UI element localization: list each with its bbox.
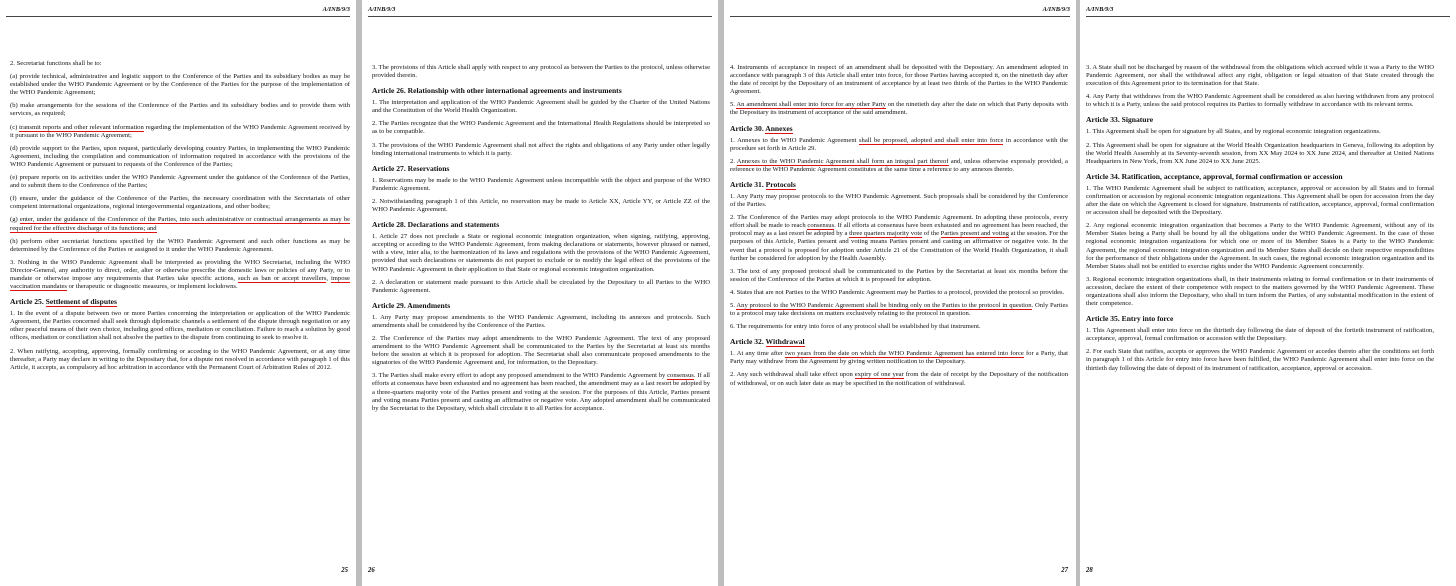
paragraph (10, 216, 350, 232)
underlined-text: consensus (807, 222, 835, 230)
text-segment: Article 26. Relationship with other international agreements and instruments (372, 86, 622, 96)
text-segment: 1. This Agreement shall be open for signature by all States, and by regional economic integration organizations. (1086, 128, 1381, 136)
text-segment: . If all efforts at consensus have been exhausted and no agreement has been reached, the amendment may as a last resort be adopted by a three-quarters majority vote of the Parties present and voting at the session. For the purposes of this Article, Parties present and voting means Parties present and casting an affirmative or negative vote. Any adopted amendment shall be communicated by the Secretariat to the Depositary, which shall circulate it to all Parties for acceptance. (372, 372, 710, 412)
text-segment: 2. A declaration or statement made pursuant to this Article shall be circulated by the Depositary to all Parties to the WHO Pandemic Agreement. (372, 278, 710, 294)
text-segment: 3. The text of any proposed protocol shall be communicated to the Parties by the Secretariat at least six months before the session of the Conference of the Parties at which it is proposed for adoption. (730, 267, 1068, 283)
paragraph (10, 348, 350, 372)
text-segment: 2. When ratifying, accepting, approving, formally confirming or acceding to the WHO Pandemic Agreement, or at any time thereafter, a Party may declare in writing to the Depositary that, for a dispute not resolved in accordance with paragraph 1 of this Article, it accepts, as compulsory ad hoc arbitration in accordance with the Permanent Court of Arbitration Rules of 2012. (10, 347, 350, 371)
text-segment: on the ninetieth day after the date on which that Party deposits with the Depositary its instrument of acceptance of the said amendment. (730, 101, 1068, 117)
page-content (730, 64, 1068, 393)
page-content (372, 64, 710, 418)
text-segment: Article 28. Declarations and statements (372, 220, 500, 230)
text-segment: 5. (730, 101, 737, 109)
underlined-text: two years from the date on which the WHO Pandemic Agreement has entered into force (785, 350, 1024, 358)
header-rule (6, 16, 350, 17)
article-heading (372, 220, 710, 229)
page-number: 26 (368, 567, 375, 574)
text-segment: Article 30. (730, 123, 766, 133)
underlined-text: three quarters majority vote (849, 230, 923, 238)
text-segment: . If all efforts at consensus have been exhausted and no agreement has been reached, the protocol may as a last resort be adopted by a (730, 222, 1068, 238)
text-segment: regarding the implementation of the WHO Pandemic Agreement received by it pursuant to the WHO Pandemic Agreement; (10, 123, 350, 139)
underlined-text: Annexes (765, 123, 793, 133)
text-segment: 4. Instruments of acceptance in respect of an amendment shall be deposited with the Depositary. An amendment adopted in accordance with paragraph 3 of this Article shall enter into force, for those Parties having accepted it, on the ninetieth day after the date of receipt by the Depositary of an instrument of acceptance by at least two thirds of the Parties to the WHO Pandemic Agreement. (730, 64, 1068, 96)
text-segment: 2. This Agreement shall be open for signature at the World Health Organization headquarters in Geneva, following its adoption by the World Health Assembly at its Seventy-seventh session, from XX May 2024 to XX June 2024, and thereafter at United Nations Headquarters in New York, from XX June 2024 to XX June 2025. (1086, 141, 1434, 165)
text-segment: 4. States that are not Parties to the WHO Pandemic Agreement may be Parties to a protocol, provided the protocol so provides. (730, 288, 1065, 296)
text-segment: 6. The requirements for entry into force of any protocol shall be established by that instrument. (730, 323, 981, 331)
document-page-26 (362, 0, 718, 586)
underlined-text: Settlement of disputes (45, 297, 117, 307)
text-segment: of the (922, 230, 941, 238)
text-segment: 3. Regional economic integration organizations shall, in their instruments relating to formal confirmation or in their instruments of accession, declare the extent of their competence with respect to the matters governed by the WHO Pandemic Agreement. These organizations shall also inform the Depositary, who shall in turn inform the Parties, of any substantial modification in the extent of their competence. (1086, 275, 1434, 308)
paragraph (1086, 348, 1434, 372)
text-segment: at the session. For the purposes of this Article, Parties present and voting means Parties present and casting an affirmative or negative vote. In the event that a protocol is proposed for adoption under Article 21 of the Constitution of the World Health Organization, it shall further be considered for adoption by the Health Assembly. (730, 230, 1068, 262)
text-segment: 3. The provisions of this Article shall apply with respect to any protocol as between the Parties to the protocol, unless otherwise provided therein. (372, 64, 710, 80)
paragraph (730, 371, 1068, 387)
text-segment: 2. Secretariat functions shall be to: (10, 60, 102, 67)
text-segment: (d) provide support to the Parties, upon request, particularly developing country Parties, in implementing the WHO Pandemic Agreement, including the compilation and communication of information required in accordance with the provisions of the WHO Pandemic Agreement or pursuant to requests of the Conference of the Parties; (10, 144, 350, 168)
header-rule (368, 16, 712, 17)
paragraph (730, 268, 1068, 284)
paragraph (1086, 276, 1434, 308)
paragraph (730, 158, 1068, 174)
text-segment: 1. Reservations may be made to the WHO Pandemic Agreement unless incompatible with the object and purpose of the WHO Pandemic Agreement. (372, 176, 710, 192)
article-heading (1086, 172, 1434, 181)
text-segment: 2. Notwithstanding paragraph 1 of this Article, no reservation may be made to Article XX, Article YY, or Article ZZ of the WHO Pandemic Agreement. (372, 197, 710, 214)
text-segment: Article 31. (730, 179, 766, 189)
text-segment: (h) perform other secretariat functions specified by the WHO Pandemic Agreement and such other functions as may be determined by the Conference of the Parties or assigned to it under the WHO Pandemic Agreement. (10, 237, 350, 253)
underlined-text: expiry of one year (854, 371, 904, 379)
text-segment: 5. (730, 301, 737, 309)
document-page-25 (0, 0, 356, 586)
text-segment: (f) ensure, under the guidance of the Conference of the Parties, the necessary coordination with the Secretariats of other competent international organizations, regional intergovernmental organizations, and other bodies; (10, 195, 350, 211)
text-segment: 2. Any such withdrawal shall take effect upon (730, 371, 855, 379)
text-segment: 2. The Parties recognize that the WHO Pandemic Agreement and the International Health Regulations should be interpreted so as to be compatible. (372, 120, 710, 136)
header-rule (1086, 16, 1450, 17)
text-segment: 3. Nothing in the WHO Pandemic Agreement shall be interpreted as providing the WHO Secretariat, including the WHO Director-General, any authority to direct, order, alter or otherwise prescribe the domestic laws or policies of any Party, or to mandate or otherwise impose any requirements that Parties take specific actions, (10, 258, 350, 282)
text-segment: . Only Parties to a protocol may take decisions on matters exclusively relating to the protocol in question. (730, 301, 1068, 318)
page-number: 28 (1086, 567, 1093, 574)
paragraph (372, 99, 710, 115)
text-segment: 1. Article 27 does not preclude a State or regional economic integration organization, when signing, ratifying, approving, accepting or acceding to the WHO Pandemic Agreement, from making declarations or statements, however phrased or named, with a view, inter alia, to the harmonization of its laws and regulations with the provisions of the WHO Pandemic Agreement, provided that such declarations or statements do not purport to exclude or to modify the legal effect of the provisions of the WHO Pandemic Agreement in their application to that State or regional economic integration organization. (372, 233, 710, 273)
document-page-27 (724, 0, 1076, 586)
paragraph (730, 289, 1068, 297)
document-page-28 (1080, 0, 1456, 586)
text-segment: in accordance with the procedure set forth in Article 29. (730, 136, 1069, 152)
text-segment: 1. Any Party may propose protocols to the WHO Pandemic Agreement. Such proposals shall be considered by the Conference of the Parties. (730, 192, 1068, 209)
header-rule (730, 16, 1070, 17)
running-header: A/INB/9/3 (368, 6, 396, 13)
text-segment: (g) (10, 216, 20, 224)
underlined-text: Parties present and voting (940, 230, 1009, 238)
paragraph (372, 120, 710, 136)
paragraph (372, 64, 710, 80)
article-heading (372, 86, 710, 95)
paragraph (1086, 128, 1434, 136)
underlined-text: Any protocol to the WHO Pandemic Agreement shall be binding only on the Parties to the protocol in question (736, 301, 1032, 309)
text-segment: (a) provide technical, administrative and logistic support to the Conference of the Parties and its subsidiary bodies as may be established under the WHO Pandemic Agreement or by the Conference of the Parties for the purpose of the implementation of the WHO Pandemic Agreement; (10, 73, 350, 97)
text-segment: Article 25. (10, 297, 46, 307)
paragraph (372, 198, 710, 214)
paragraph (730, 350, 1068, 366)
article-heading (1086, 314, 1434, 323)
text-segment: 1. In the event of a dispute between two or more Parties concerning the interpretation or application of the WHO Pandemic Agreement, the Parties concerned shall seek through diplomatic channels a settlement of the dispute through negotiation or any other peaceful means of their own choice, including good offices, mediation or conciliation. Failure to reach a solution by good offices, mediation or conciliation shall not absolve the parties to the dispute from continuing to seek to resolve it. (10, 310, 350, 342)
running-header: A/INB/9/3 (322, 6, 350, 13)
text-segment: 1. This Agreement shall enter into force on the thirtieth day following the date of deposit of the fortieth instrument of ratification, acceptance, approval, formal confirmation or accession with the Depositary. (1086, 327, 1434, 343)
text-segment: 1. The WHO Pandemic Agreement shall be subject to ratification, acceptance, approval or accession by all States and to formal confirmation or accession by regional economic integration organizations. This Agreement shall be open for accession from the day after the date on which the Agreement is closed for signature. Instruments of ratification, acceptance, approval, formal confirmation or accession shall be deposited with the Depositary. (1086, 184, 1434, 217)
text-segment: 3. A State shall not be discharged by reason of the withdrawal from the obligations which accrued while it was a Party to the WHO Pandemic Agreement, nor shall the withdrawal affect any right, obligation or legal situation of that State created through the execution of this Agreement prior to its termination for that State. (1086, 64, 1434, 88)
text-segment: (e) prepare reports on its activities under the WHO Pandemic Agreement under the guidance of the Conference of the Parties, and to submit them to the Conference of the Parties; (10, 174, 350, 190)
paragraph (730, 214, 1068, 263)
page-number: 27 (1061, 567, 1068, 574)
article-heading (372, 164, 710, 173)
paragraph (730, 64, 1068, 96)
text-segment: 3. The Parties shall make every effort to adopt any proposed amendment to the WHO Pandemic Agreement by (372, 372, 668, 380)
paragraph (10, 73, 350, 97)
text-segment: 2. Any regional economic integration organization that becomes a Party to the WHO Pandemic Agreement, without any of its Member States being a Party shall be bound by all the obligations under the WHO Pandemic Agreement. In the case of those regional economic integration organizations for which one or more of its Member States is a Party to the WHO Pandemic Agreement, the regional economic integration organization and its Member States shall decide on their respective responsibilities for the performance of their obligations under the Agreement. In such cases, the regional economic integration organization and its Member States shall not be entitled to exercise rights under the WHO Pandemic Agreement concurrently. (1086, 222, 1434, 270)
page-content (1086, 64, 1434, 378)
text-segment: for a Party, that Party may withdraw from the Agreement by giving written notification to the Depositary. (730, 350, 1069, 366)
text-segment: 2. The Conference of the Parties may adopt amendments to the WHO Pandemic Agreement. The text of any proposed amendment to the WHO Pandemic Agreement shall be communicated to the Parties by the Secretariat at least six months before the session at which it is proposed for adoption. The Secretariat shall also communicate proposed amendments to the signatories of the WHO Pandemic Agreement and, for information, to the Depositary. (372, 334, 710, 367)
paragraph (1086, 222, 1434, 271)
text-segment: 1. Any Party may propose amendments to the WHO Pandemic Agreement, including its annexes and protocols. Such amendments shall be considered by the Conference of the Parties. (372, 313, 710, 329)
paragraph (10, 102, 350, 118)
text-segment: Article 35. Entry into force (1086, 314, 1174, 324)
underlined-text: consensus (667, 372, 694, 380)
paragraph (372, 233, 710, 273)
paragraph (372, 335, 710, 367)
paragraph (10, 310, 350, 342)
underlined-text: enter, under the guidance of the Conference of the Parties, into such administrative or contractual arrangements as may be required for the effective discharge of its functions; and (10, 216, 351, 232)
paragraph (10, 60, 350, 68)
page-content (10, 60, 350, 377)
text-segment: or therapeutic or diagnostic measures, or implement lockdowns. (66, 283, 238, 291)
paragraph (730, 101, 1068, 117)
article-heading (1086, 115, 1434, 124)
text-segment: and, unless otherwise expressly provided, a reference to the WHO Pandemic Agreement constitutes at the same time a reference to any annexes thereto. (730, 157, 1068, 173)
paragraph (10, 174, 350, 190)
underlined-text: Annexes to the WHO Pandemic Agreement shall form an integral part thereof (736, 157, 949, 165)
underlined-text: such as ban or accept travellers (237, 274, 327, 282)
paragraph (10, 238, 350, 254)
paragraph (1086, 93, 1434, 109)
text-segment: 2. (730, 157, 737, 165)
paragraph (10, 124, 350, 140)
running-header: A/INB/9/3 (1042, 6, 1070, 13)
running-header: A/INB/9/3 (1086, 6, 1114, 13)
paragraph (730, 193, 1068, 209)
paragraph (10, 145, 350, 169)
paragraph (372, 177, 710, 193)
text-segment: Article 32. (730, 337, 766, 347)
paragraph (1086, 142, 1434, 166)
article-heading (730, 124, 1068, 133)
underlined-text: Withdrawal (765, 337, 805, 347)
paragraph (730, 137, 1068, 153)
page-number: 25 (341, 567, 348, 574)
text-segment: , (326, 274, 331, 282)
text-segment: Article 34. Ratification, acceptance, approval, formal confirmation or accession (1086, 171, 1343, 181)
underlined-text: impose vaccination mandates (10, 274, 350, 291)
paragraph (372, 372, 710, 412)
paragraph (372, 279, 710, 295)
text-segment: 2. The Conference of the Parties may adopt protocols to the WHO Pandemic Agreement. In adopting these protocols, every effort shall be made to reach (730, 214, 1068, 230)
text-segment: Article 29. Amendments (372, 300, 451, 310)
text-segment: (b) make arrangements for the sessions of the Conference of the Parties and its subsidiary bodies and to provide them with services, as required; (10, 102, 350, 118)
text-segment: from the date of receipt by the Depositary of the notification of withdrawal, or on such later date as may be specified in the notification of withdrawal. (730, 371, 1068, 387)
paragraph (730, 302, 1068, 318)
article-heading (10, 297, 350, 306)
article-heading (372, 301, 710, 310)
article-heading (730, 337, 1068, 346)
text-segment: 1. At any time after (730, 350, 786, 358)
text-segment: (c) (10, 123, 20, 131)
underlined-text: transmit reports and other relevant information (19, 123, 144, 131)
text-segment: 4. Any Party that withdraws from the WHO Pandemic Agreement shall be considered as also having withdrawn from any protocol to which it is a Party, unless the said protocol requires its Parties to formally withdraw in accordance with its relevant terms. (1086, 93, 1434, 109)
text-segment: 3. The provisions of the WHO Pandemic Agreement shall not affect the rights and obligations of any Party under other legally binding international instruments to which it is party. (372, 141, 710, 157)
paragraph (10, 259, 350, 291)
paragraph (372, 142, 710, 158)
text-segment: Article 33. Signature (1086, 115, 1154, 125)
text-segment: 2. For each State that ratifies, accepts or approves the WHO Pandemic Agreement or accedes thereto after the conditions set forth in paragraph 1 of this Article for entry into force have been fulfilled, the WHO Pandemic Agreement shall enter into force on the thirtieth day following the date of deposit of its instrument of ratification, acceptance, approval or accession. (1086, 348, 1434, 372)
paragraph (10, 195, 350, 211)
paragraph (1086, 64, 1434, 88)
text-segment: Article 27. Reservations (372, 163, 450, 173)
underlined-text: Protocols (765, 179, 796, 189)
paragraph (1086, 327, 1434, 343)
article-heading (730, 180, 1068, 189)
underlined-text: An amendment shall enter into force for any other Party (736, 101, 886, 109)
paragraph (730, 323, 1068, 331)
paragraph (1086, 185, 1434, 217)
underlined-text: shall be proposed, adopted and shall enter into force (858, 136, 1004, 144)
text-segment: 1. Annexes to the WHO Pandemic Agreement (730, 136, 859, 144)
text-segment: 1. The interpretation and application of the WHO Pandemic Agreement shall be guided by the Charter of the United Nations and the Constitution of the World Health Organization. (372, 99, 710, 115)
paragraph (372, 314, 710, 330)
